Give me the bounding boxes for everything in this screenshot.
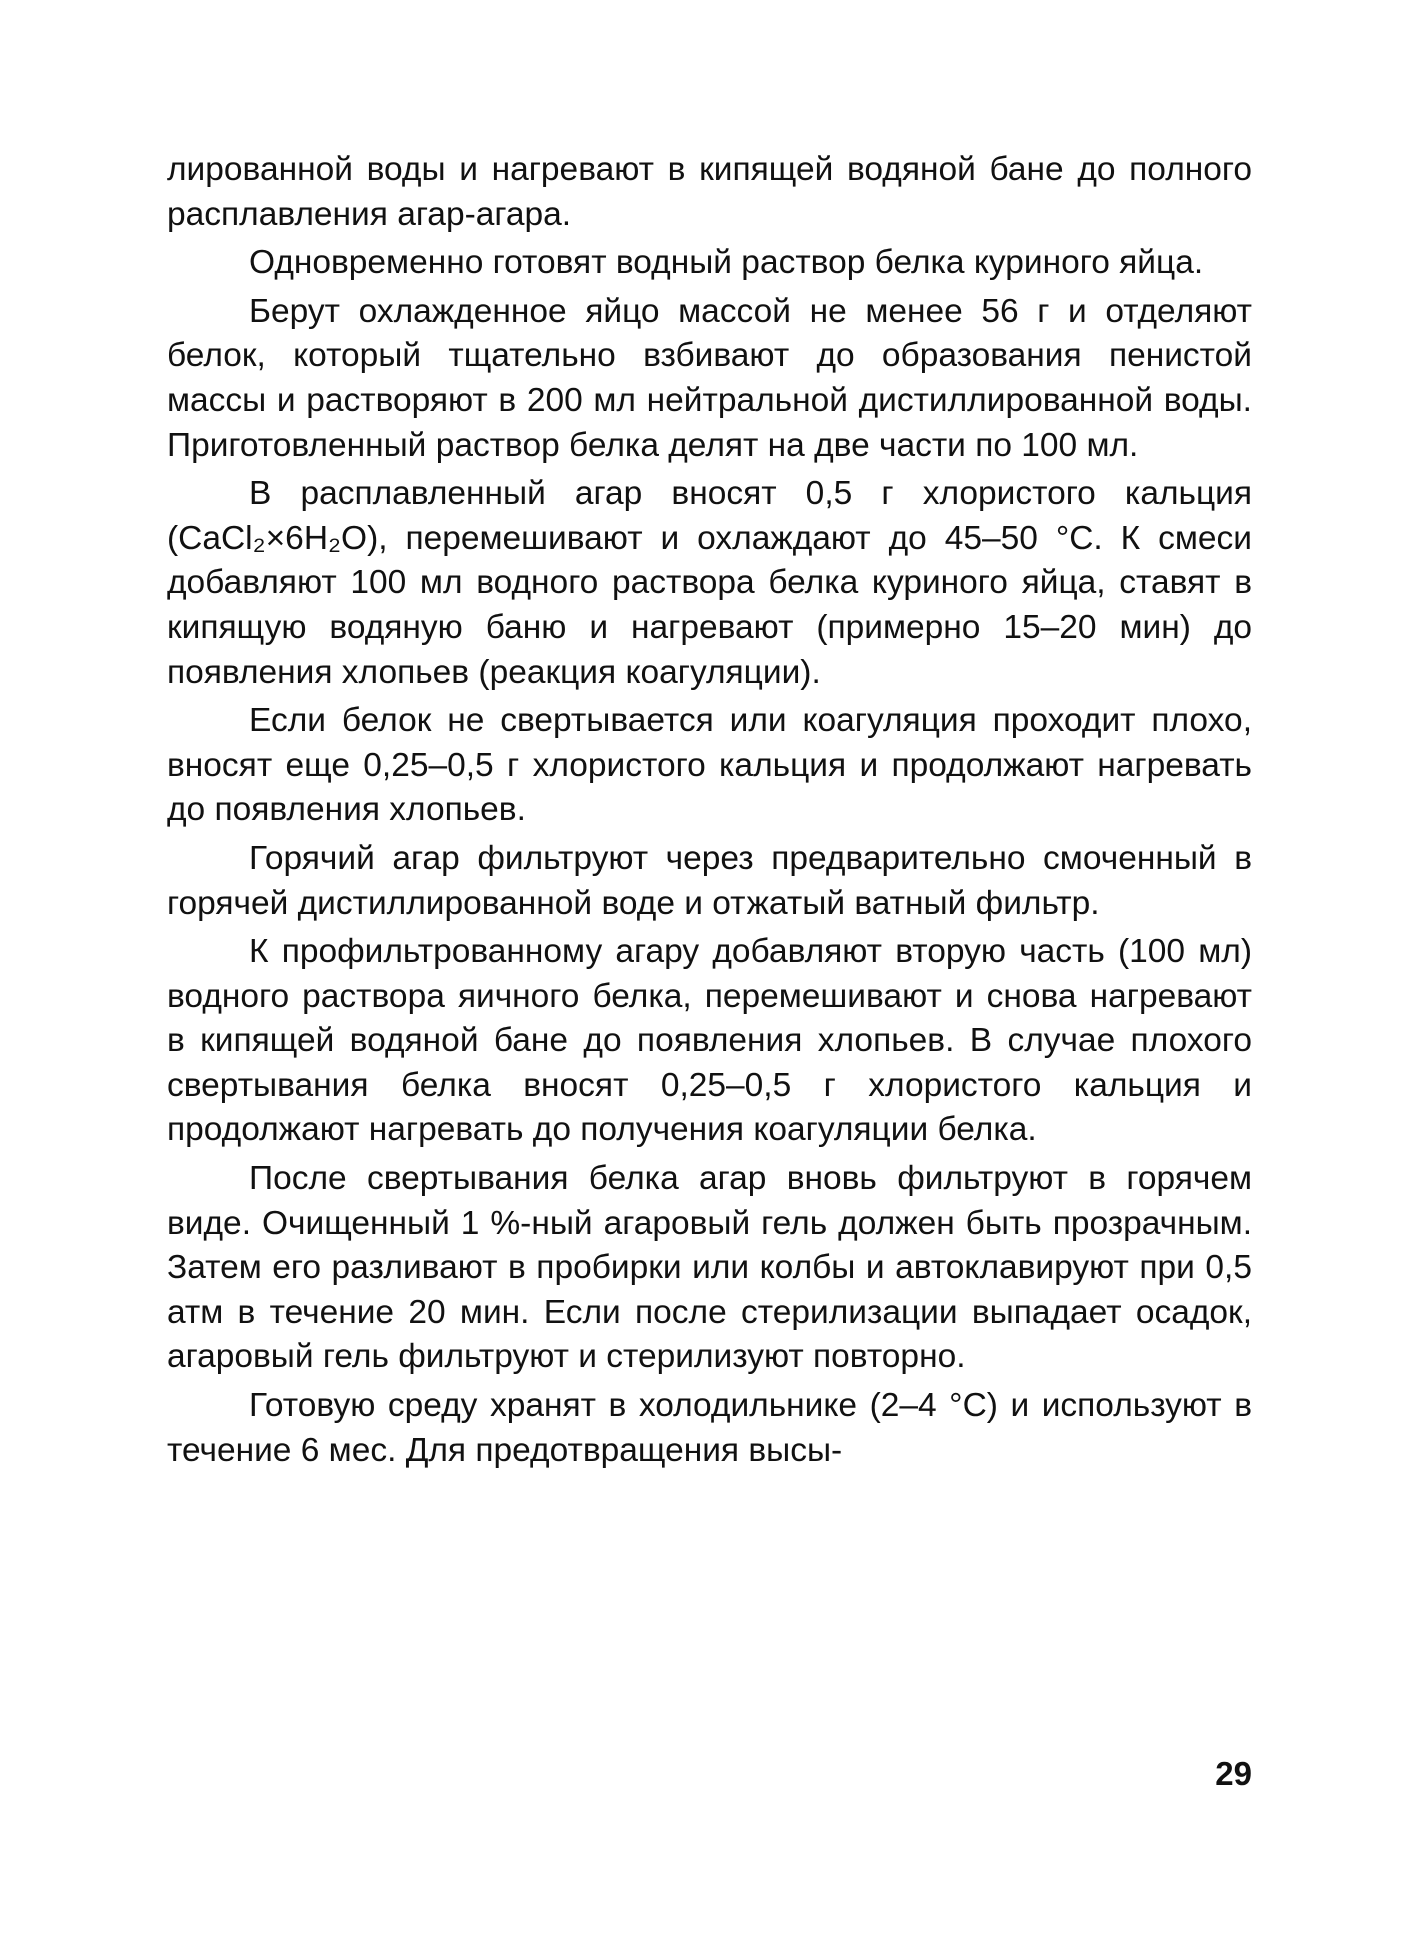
paragraph-second-portion: К профильтрованному агару добавляют вторую часть (100 мл) водного раствора яичного белка, перемешивают и снова нагревают в кипящей водяной бане до появления хлопьев. В случае плохого свертывания белка вносят 0,25–0,5 г хлористого кальция и продолжают нагревать до получения коагуляции белка. — [167, 933, 1252, 1149]
page-body — [167, 148, 1252, 1477]
paragraph-calcium-chloride: В расплавленный агар вносят 0,5 г хлористого кальция (CaCl₂×6H₂O), перемешивают и охлаждают до 45–50 °С. К смеси добавляют 100 мл водного раствора белка куриного яйца, ставят в кипящую водяную баню и нагревают (примерно 15–20 мин) до появления хлопьев (реакция коагуляции). — [167, 475, 1252, 691]
page-number: 29 — [1215, 1755, 1252, 1792]
paragraph-hot-filtration: Горячий агар фильтруют через предварительно смоченный в горячей дистиллированной воде и отжатый ватный фильтр. — [167, 839, 1252, 922]
paragraph-continuation: лированной воды и нагревают в кипящей водяной бане до полного расплавления агар-агара. — [167, 151, 1252, 233]
paragraph-poor-coagulation: Если белок не свертывается или коагуляция проходит плохо, вносят еще 0,25–0,5 г хлористого кальция и продолжают нагревать до появления хлопьев. — [167, 702, 1252, 829]
paragraph-egg-white: Берут охлажденное яйцо массой не менее 56 г и отделяют белок, который тщательно взбивают до образования пенистой массы и растворяют в 200 мл нейтральной дистиллированной воды. Приготовленный раствор белка делят на две части по 100 мл. — [167, 292, 1252, 464]
paragraph-egg-solution: Одновременно готовят водный раствор белка куриного яйца. — [249, 244, 1204, 282]
paragraph-sterilization: После свертывания белка агар вновь фильтруют в горячем виде. Очищенный 1 %-ный агаровый гель должен быть прозрачным. Затем его разливают в пробирки или колбы и автоклавируют при 0,5 атм в течение 20 мин. Если после стерилизации выпадает осадок, агаровый гель фильтруют и стерилизуют повторно. — [167, 1160, 1252, 1376]
paragraph-storage: Готовую среду хранят в холодильнике (2–4 °С) и используют в течение 6 мес. Для предотвращения высы- — [167, 1387, 1252, 1469]
